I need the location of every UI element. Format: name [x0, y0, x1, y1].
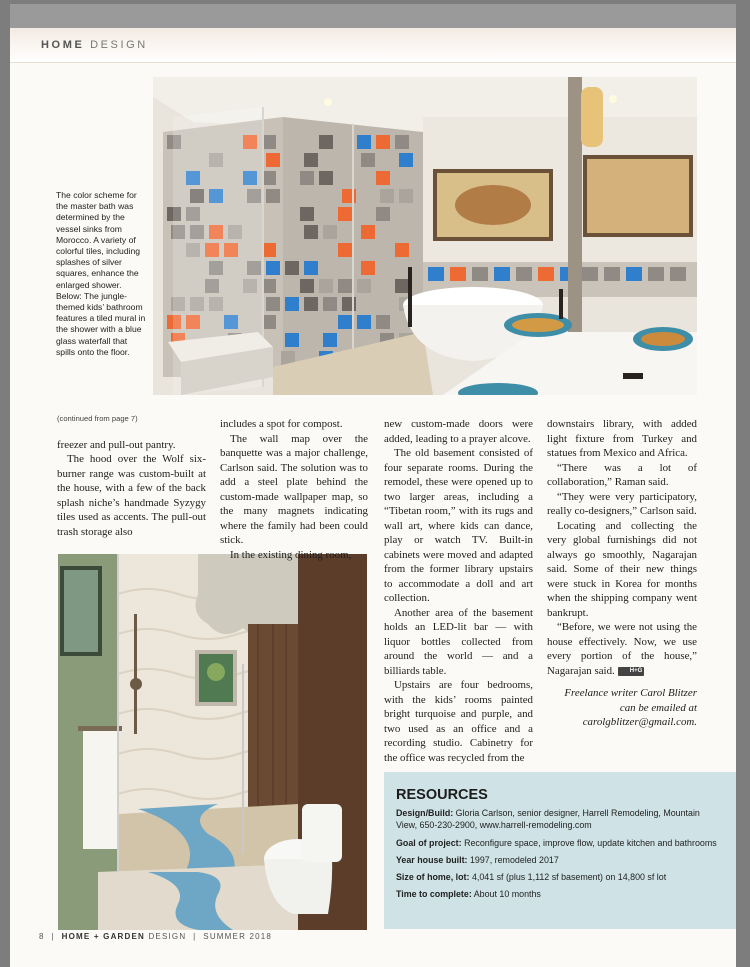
magazine-page	[10, 4, 736, 967]
resources-box	[384, 772, 736, 929]
paragraph: Locating and collecting the very global furnishings did not always go smoothly, Nagarajan said. Some of their new things were stuck in Korea for months when the shipping company went bankrupt.	[547, 519, 697, 619]
tile	[262, 315, 276, 329]
tile	[648, 267, 664, 281]
tile	[604, 267, 620, 281]
tile	[304, 225, 318, 239]
page-footer: 8 | HOME + GARDEN DESIGN | SUMMER 2018	[39, 932, 273, 941]
paragraph: Another area of the basement holds an LED-lit bar — with liquor bottles collected from around the world — and a billiards table.	[384, 606, 533, 677]
resource-value: About 10 months	[473, 889, 541, 900]
tile	[582, 267, 598, 281]
paragraph: “There was a lot of collaboration,” Raman said.	[547, 461, 697, 488]
master-bath-photo	[153, 77, 697, 395]
tile	[450, 267, 466, 281]
tile	[376, 171, 390, 185]
tile	[472, 267, 488, 281]
tile	[361, 153, 375, 167]
tile	[338, 315, 352, 329]
article-column-1	[57, 412, 206, 539]
paragraph: The hood over the Wolf six-burner range was custom-built at the house, with a few of the back splash niche’s handmade Syzygy tiles used as accents. The pull-out trash storage also	[57, 453, 206, 538]
tile	[395, 279, 409, 293]
tile	[323, 225, 337, 239]
section-label: HOME DESIGN	[41, 39, 148, 51]
tile	[626, 267, 642, 281]
tile	[361, 225, 375, 239]
resource-label: Year house built:	[396, 854, 468, 865]
tile	[319, 279, 333, 293]
tile	[262, 279, 276, 293]
tile	[399, 189, 413, 203]
resource-item	[396, 871, 721, 883]
tile	[357, 315, 371, 329]
tile	[304, 297, 318, 311]
tile	[300, 171, 314, 185]
article-column-4	[547, 417, 697, 730]
resources-title: RESOURCES	[396, 787, 488, 803]
tile	[338, 243, 352, 257]
tile	[538, 267, 554, 281]
resource-value: Reconfigure space, improve flow, update kitchen and bathrooms	[464, 837, 717, 848]
tile	[338, 279, 352, 293]
publication-suffix: DESIGN	[148, 932, 187, 941]
paragraph: “Before, we were not using the house effectively. Now, we use every portion of the house,” Nagarajan said. H+G	[547, 621, 697, 677]
tile	[376, 315, 390, 329]
tile	[300, 207, 314, 221]
kids-bath-photo	[58, 554, 367, 930]
resource-value: 1997, remodeled 2017	[469, 854, 559, 865]
paragraph: freezer and pull-out pantry.	[57, 438, 176, 451]
continued-note: (continued from page 7)	[57, 414, 138, 423]
tile	[428, 267, 444, 281]
top-border	[10, 4, 736, 28]
photo-caption: The color scheme for the master bath was determined by the vessel sinks from Morocco. A variety of colorful tiles, including splashes of silver squares, enhance the enlarged shower. Below: The jungle-themed kids’ bathroom features a tiled mural in the shower with a blue glass waterfall that spills onto the floor.	[56, 190, 146, 357]
tile	[357, 279, 371, 293]
tile	[266, 189, 280, 203]
article-column-3	[384, 417, 533, 765]
tile	[300, 279, 314, 293]
page-number: 8	[39, 932, 45, 941]
tile	[380, 189, 394, 203]
end-mark: H+G	[618, 667, 645, 676]
tile	[266, 297, 280, 311]
author-credit: Freelance writer Carol Blitzer can be emailed at carolgblitzer@gmail.com.	[564, 687, 697, 728]
paragraph: The old basement consisted of four separate rooms. During the remodel, these were opened up to two larger areas, including a “Tibetan room,” with its rugs and wall art, where kids can dance, play or watch TV. Built-in cabinets were moved and adapted from the former library upstairs to accommodate a doll and art collection.	[384, 447, 533, 604]
resource-label: Design/Build:	[396, 808, 454, 818]
paragraph: Upstairs are four bedrooms, with the kids’ rooms painted bright turquoise and purple, and two used as an office and a recording studio. Cabinetry for the office was recycled from the	[384, 679, 533, 764]
paragraph: new custom-made doors were added, leading to a prayer alcove.	[384, 418, 533, 445]
resource-item	[396, 837, 721, 849]
tile	[494, 267, 510, 281]
tile	[266, 261, 280, 275]
resource-label: Size of home, lot:	[396, 872, 470, 883]
tile	[376, 207, 390, 221]
tile	[323, 297, 337, 311]
resource-item	[396, 854, 721, 866]
resource-value: Gloria Carlson, senior designer, Harrell Remodeling, Mountain View, 650-230-2900, www.harrell-remodeling.com	[396, 808, 700, 831]
tile	[395, 135, 409, 149]
resource-label: Time to complete:	[396, 889, 472, 900]
tile	[262, 243, 276, 257]
article-column-2	[220, 417, 368, 562]
tile	[304, 261, 318, 275]
tile	[376, 135, 390, 149]
tile	[304, 153, 318, 167]
tile	[319, 135, 333, 149]
tile	[266, 153, 280, 167]
resource-value: 4,041 sf (plus 1,112 sf basement) on 14,800 sf lot	[471, 872, 667, 883]
tile	[361, 261, 375, 275]
tile	[319, 171, 333, 185]
tile	[285, 333, 299, 347]
paragraph: “They were very participatory, really co-designers,” Carlson said.	[547, 490, 697, 517]
issue-date: SUMMER 2018	[203, 932, 273, 941]
tile	[262, 135, 276, 149]
resource-label: Goal of project:	[396, 837, 462, 848]
resource-item	[396, 888, 721, 900]
tile	[262, 171, 276, 185]
tile	[338, 207, 352, 221]
tile	[516, 267, 532, 281]
tile	[670, 267, 686, 281]
resources-list	[396, 807, 721, 906]
tile	[395, 243, 409, 257]
paragraph: The wall map over the banquette was a major challenge, Carlson said. The solution was to add a steel plate behind the custom-made wallpaper map, so the many magnets indicating where the family had been could stick.	[220, 432, 368, 546]
tile	[285, 261, 299, 275]
tile	[323, 333, 337, 347]
paragraph: includes a spot for compost.	[220, 418, 343, 430]
resource-item	[396, 807, 721, 832]
publication-name: HOME + GARDEN	[61, 932, 146, 941]
tile	[357, 135, 371, 149]
tile	[285, 297, 299, 311]
paragraph: In the existing dining room,	[230, 548, 352, 561]
paragraph: downstairs library, with added light fixture from Turkey and statues from Mexico and Africa.	[547, 418, 697, 459]
tile	[399, 153, 413, 167]
